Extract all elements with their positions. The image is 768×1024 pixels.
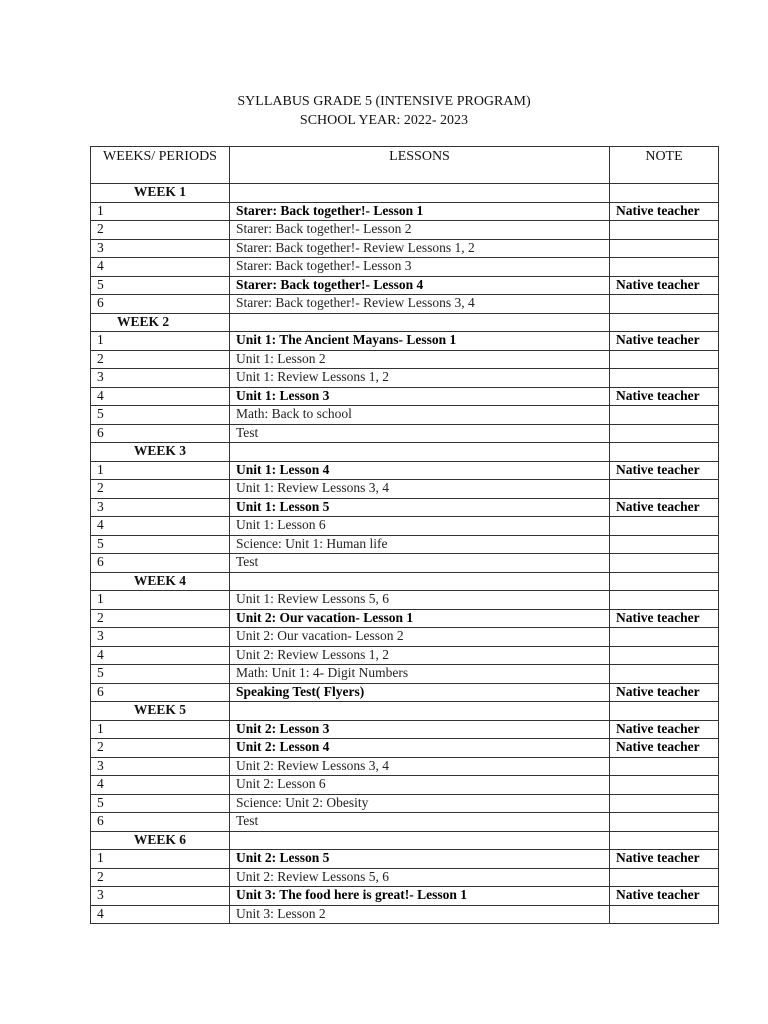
empty-cell [230,184,610,203]
table-row [91,498,719,517]
note-cell: Native teacher [610,683,719,702]
note-cell [610,813,719,832]
table-row [91,387,719,406]
note-cell [610,868,719,887]
period-cell: 5 [91,794,230,813]
lesson-cell: Science: Unit 1: Human life [230,535,610,554]
period-cell: 2 [91,609,230,628]
table-row [91,480,719,499]
lesson-cell: Science: Unit 2: Obesity [230,794,610,813]
lesson-cell: Starer: Back together!- Review Lessons 3, 4 [230,295,610,314]
note-cell: Native teacher [610,850,719,869]
lesson-cell: Unit 2: Lesson 6 [230,776,610,795]
note-cell: Native teacher [610,202,719,221]
table-row [91,461,719,480]
period-cell: 1 [91,332,230,351]
table-row [91,813,719,832]
empty-cell [230,313,610,332]
lesson-cell: Unit 2: Review Lessons 3, 4 [230,757,610,776]
note-cell [610,369,719,388]
table-row [91,424,719,443]
note-cell [610,905,719,924]
table-row [91,535,719,554]
lesson-cell: Unit 2: Our vacation- Lesson 1 [230,609,610,628]
table-row [91,591,719,610]
period-cell: 2 [91,739,230,758]
table-row [91,720,719,739]
lesson-cell: Speaking Test( Flyers) [230,683,610,702]
weeks-header: WEEKS/ PERIODS [91,147,230,184]
table-row [91,646,719,665]
lesson-cell: Unit 3: The food here is great!- Lesson 1 [230,887,610,906]
lesson-cell: Unit 2: Review Lessons 5, 6 [230,868,610,887]
empty-cell [230,443,610,462]
week-label: WEEK 3 [91,443,230,462]
table-row [91,295,719,314]
lesson-cell: Unit 1: Lesson 2 [230,350,610,369]
table-row [91,868,719,887]
table-row [91,202,719,221]
lesson-cell: Unit 2: Lesson 4 [230,739,610,758]
week-row [91,443,719,462]
period-cell: 4 [91,646,230,665]
note-cell [610,350,719,369]
note-cell: Native teacher [610,276,719,295]
week-label: WEEK 2 [91,313,230,332]
week-row [91,184,719,203]
lesson-cell: Unit 1: Review Lessons 5, 6 [230,591,610,610]
week-row [91,831,719,850]
period-cell: 4 [91,905,230,924]
lesson-cell: Starer: Back together!- Lesson 1 [230,202,610,221]
empty-cell [230,572,610,591]
table-row [91,794,719,813]
table-row [91,850,719,869]
lesson-cell: Starer: Back together!- Lesson 3 [230,258,610,277]
note-cell [610,794,719,813]
note-cell [610,406,719,425]
note-header: NOTE [610,147,719,184]
period-cell: 6 [91,295,230,314]
table-row [91,628,719,647]
lesson-cell: Math: Back to school [230,406,610,425]
table-row [91,239,719,258]
table-row [91,757,719,776]
period-cell: 3 [91,887,230,906]
lesson-cell: Unit 1: The Ancient Mayans- Lesson 1 [230,332,610,351]
empty-cell [610,313,719,332]
note-cell [610,221,719,240]
lesson-cell: Starer: Back together!- Lesson 2 [230,221,610,240]
note-cell [610,480,719,499]
lesson-cell: Unit 2: Lesson 5 [230,850,610,869]
period-cell: 5 [91,535,230,554]
lesson-cell: Unit 2: Our vacation- Lesson 2 [230,628,610,647]
lesson-cell: Test [230,554,610,573]
period-cell: 4 [91,517,230,536]
table-row [91,369,719,388]
note-cell: Native teacher [610,609,719,628]
lesson-cell: Unit 2: Lesson 3 [230,720,610,739]
period-cell: 6 [91,424,230,443]
period-cell: 5 [91,406,230,425]
table-row [91,905,719,924]
empty-cell [610,572,719,591]
table-row [91,517,719,536]
lesson-cell: Unit 1: Lesson 6 [230,517,610,536]
period-cell: 4 [91,258,230,277]
table-row [91,887,719,906]
note-cell [610,535,719,554]
note-cell [610,239,719,258]
table-row [91,665,719,684]
lesson-cell: Unit 1: Lesson 5 [230,498,610,517]
period-cell: 4 [91,387,230,406]
period-cell: 3 [91,239,230,258]
lesson-cell: Unit 3: Lesson 2 [230,905,610,924]
table-row [91,683,719,702]
note-cell [610,776,719,795]
table-row [91,258,719,277]
week-label: WEEK 4 [91,572,230,591]
period-cell: 5 [91,665,230,684]
table-row [91,406,719,425]
period-cell: 3 [91,498,230,517]
lesson-cell: Starer: Back together!- Review Lessons 1, 2 [230,239,610,258]
table-row [91,609,719,628]
empty-cell [610,184,719,203]
period-cell: 2 [91,480,230,499]
week-label: WEEK 1 [91,184,230,203]
table-row [91,739,719,758]
period-cell: 3 [91,628,230,647]
empty-cell [610,443,719,462]
period-cell: 2 [91,221,230,240]
table-row [91,776,719,795]
syllabus-table [90,146,719,924]
period-cell: 6 [91,554,230,573]
period-cell: 4 [91,776,230,795]
lesson-cell: Unit 2: Review Lessons 1, 2 [230,646,610,665]
lesson-cell: Test [230,813,610,832]
period-cell: 2 [91,868,230,887]
table-row [91,332,719,351]
week-label: WEEK 6 [91,831,230,850]
note-cell [610,591,719,610]
note-cell [610,757,719,776]
period-cell: 1 [91,461,230,480]
note-cell: Native teacher [610,720,719,739]
period-cell: 3 [91,757,230,776]
period-cell: 1 [91,850,230,869]
note-cell: Native teacher [610,887,719,906]
empty-cell [610,702,719,721]
week-row [91,313,719,332]
table-header-row [91,147,719,184]
empty-cell [230,702,610,721]
lesson-cell: Unit 1: Lesson 4 [230,461,610,480]
table-body [91,184,719,924]
lessons-header: LESSONS [230,147,610,184]
note-cell: Native teacher [610,498,719,517]
table-row [91,554,719,573]
note-cell [610,258,719,277]
period-cell: 1 [91,202,230,221]
note-cell [610,628,719,647]
period-cell: 1 [91,720,230,739]
school-year: SCHOOL YEAR: 2022- 2023 [299,113,469,128]
note-cell [610,424,719,443]
empty-cell [230,831,610,850]
week-label: WEEK 5 [91,702,230,721]
note-cell [610,554,719,573]
period-cell: 6 [91,813,230,832]
lesson-cell: Unit 1: Review Lessons 3, 4 [230,480,610,499]
note-cell [610,665,719,684]
note-cell [610,646,719,665]
document-title: SYLLABUS GRADE 5 (INTENSIVE PROGRAM) [237,94,531,109]
table-row [91,276,719,295]
period-cell: 1 [91,591,230,610]
week-row [91,572,719,591]
lesson-cell: Starer: Back together!- Lesson 4 [230,276,610,295]
note-cell [610,517,719,536]
empty-cell [610,831,719,850]
table-row [91,221,719,240]
note-cell: Native teacher [610,461,719,480]
lesson-cell: Test [230,424,610,443]
period-cell: 2 [91,350,230,369]
note-cell: Native teacher [610,739,719,758]
period-cell: 6 [91,683,230,702]
period-cell: 5 [91,276,230,295]
note-cell [610,295,719,314]
lesson-cell: Unit 1: Lesson 3 [230,387,610,406]
note-cell: Native teacher [610,332,719,351]
week-row [91,702,719,721]
lesson-cell: Math: Unit 1: 4- Digit Numbers [230,665,610,684]
period-cell: 3 [91,369,230,388]
lesson-cell: Unit 1: Review Lessons 1, 2 [230,369,610,388]
note-cell: Native teacher [610,387,719,406]
table-row [91,350,719,369]
